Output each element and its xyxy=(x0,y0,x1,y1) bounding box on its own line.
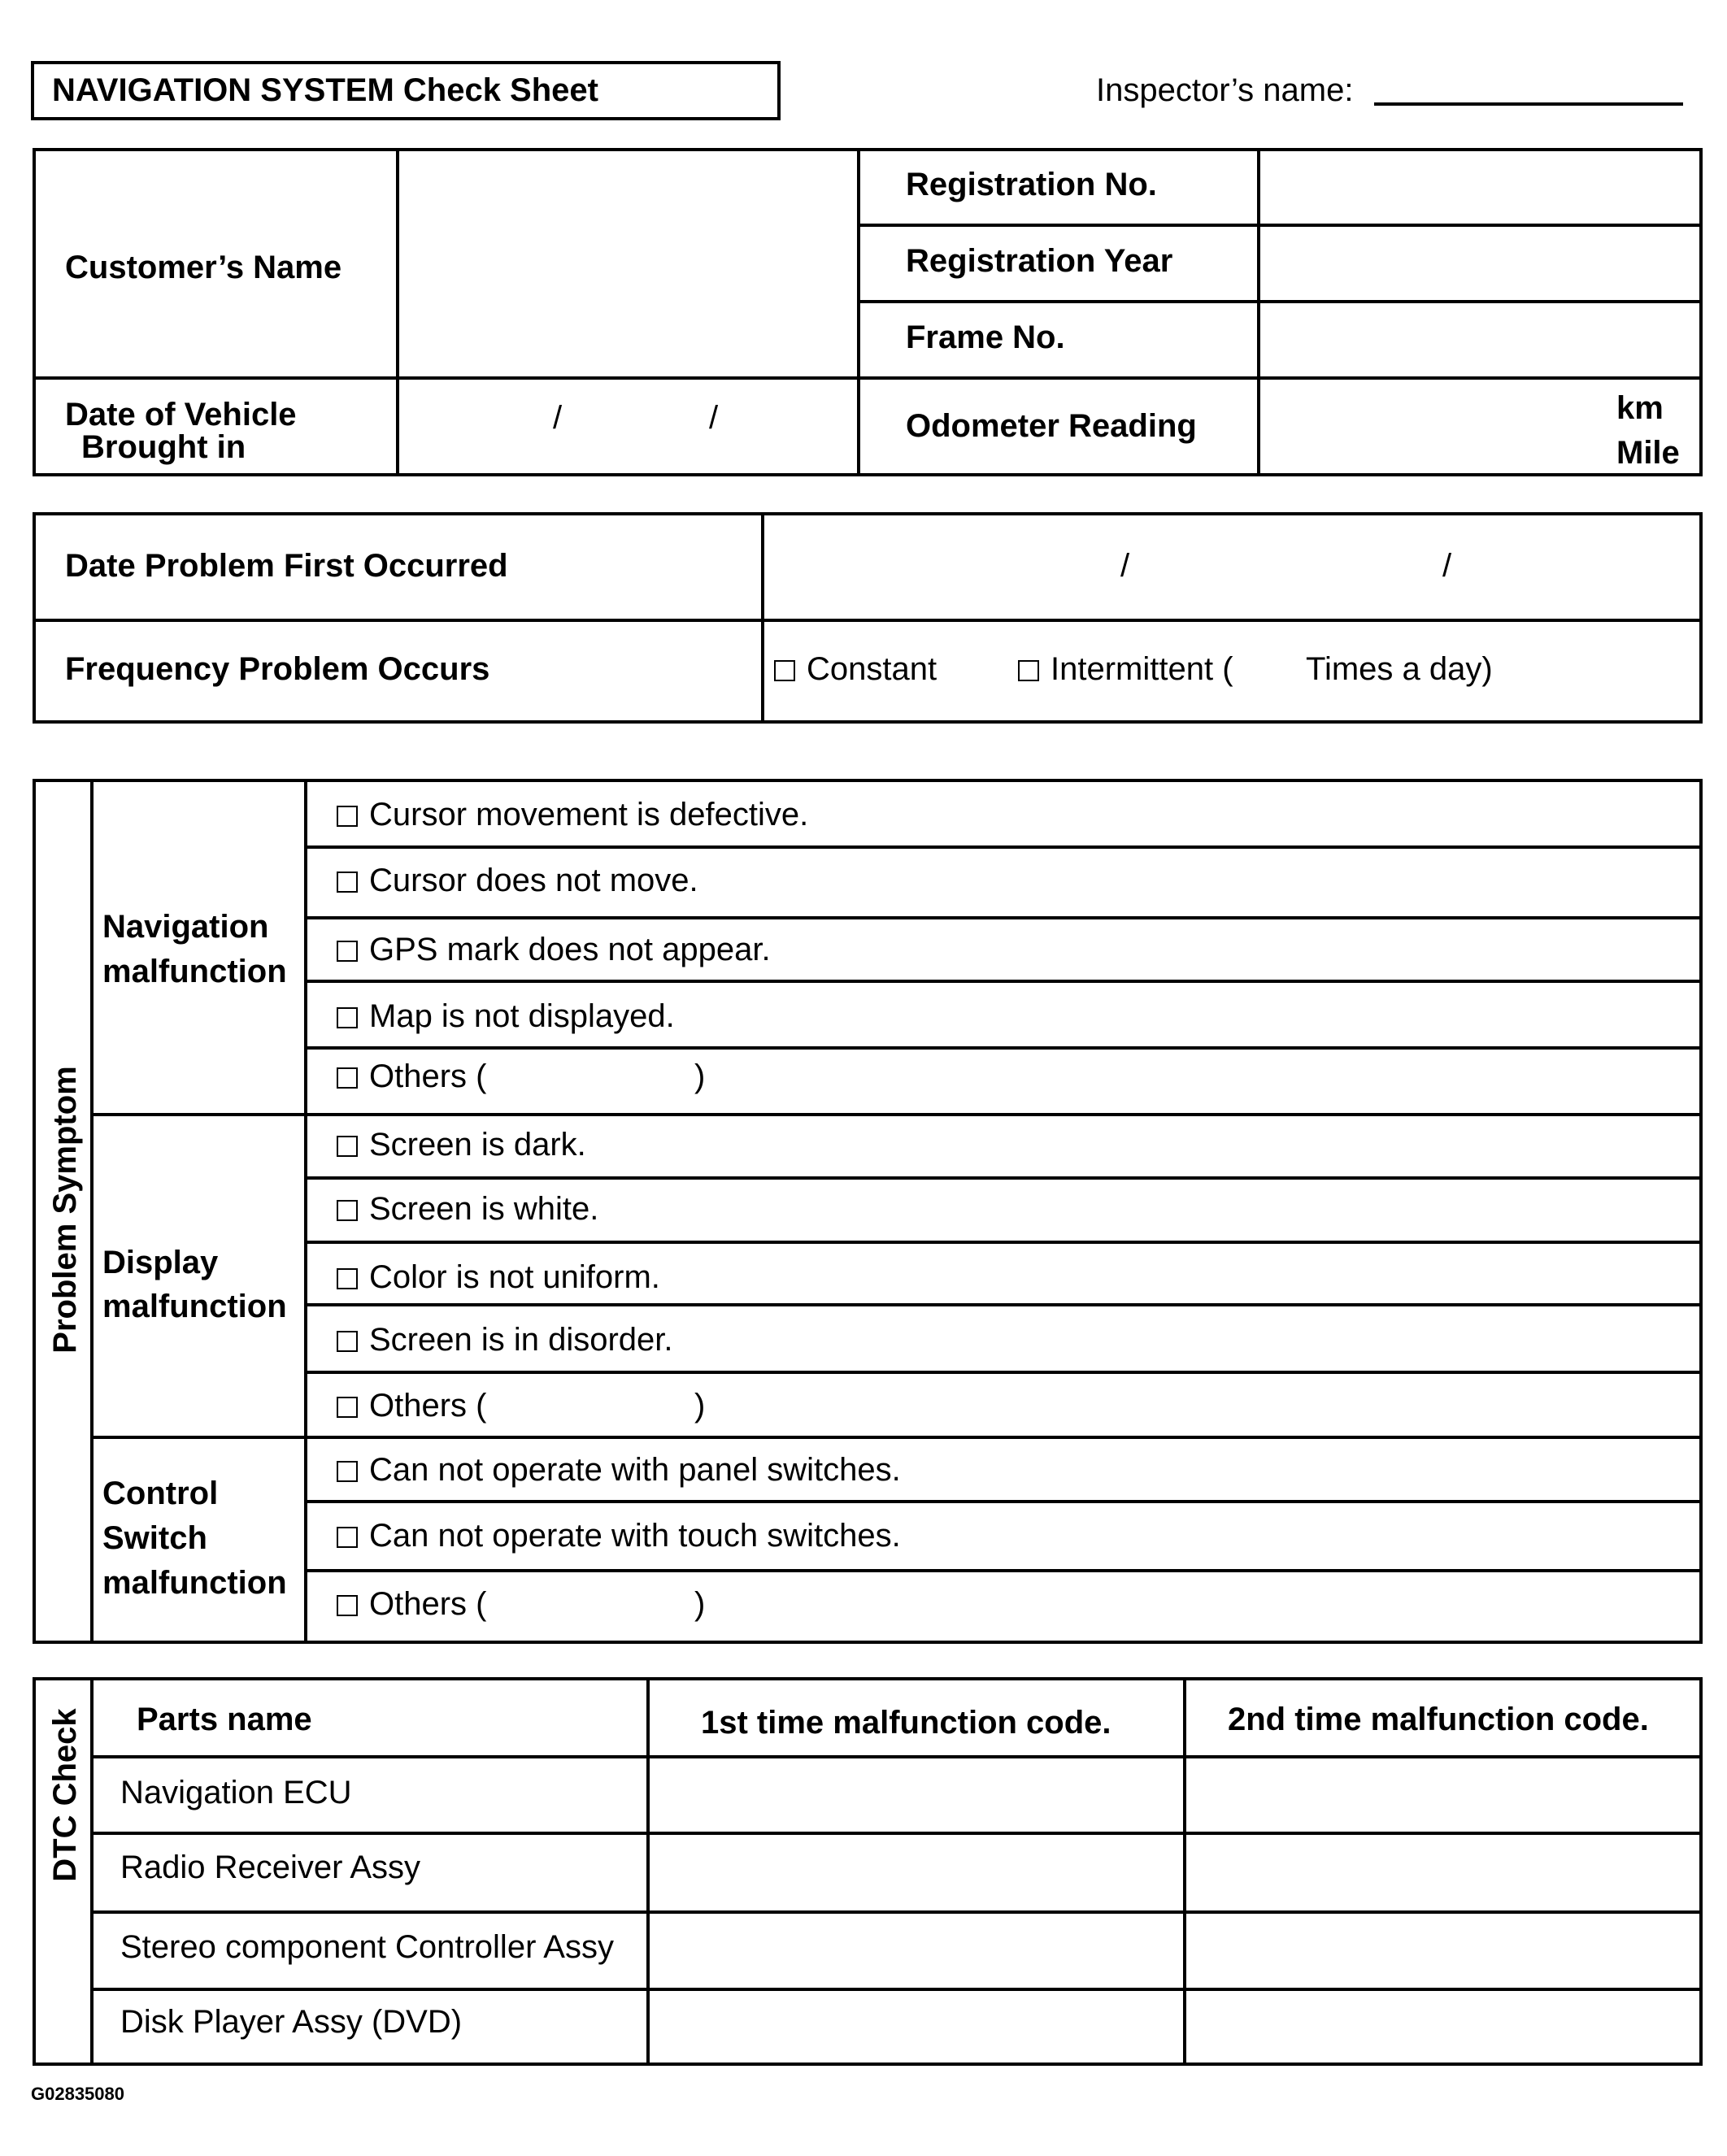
first-code-cell[interactable] xyxy=(650,1991,1183,2063)
unit-mile: Mile xyxy=(1616,435,1680,471)
item-line xyxy=(307,845,1703,849)
close-paren: ) xyxy=(694,1586,706,1622)
registration-no-field[interactable] xyxy=(1260,151,1699,224)
occurrence-row-line xyxy=(33,619,1703,622)
problem-symptom-label: Problem Symptom xyxy=(47,1066,83,1354)
constant-checkbox[interactable] xyxy=(774,660,795,681)
customer-name-field[interactable] xyxy=(399,151,857,376)
unit-km: km xyxy=(1616,390,1664,426)
first-code-cell[interactable] xyxy=(650,1914,1183,1988)
dtc-check-label: DTC Check xyxy=(47,1708,83,1882)
symptom-text: Others ( xyxy=(369,1388,487,1424)
symptom-checkbox[interactable] xyxy=(337,1007,358,1028)
inspector-name-line[interactable] xyxy=(1374,102,1683,106)
symptom-text: Screen is dark. xyxy=(369,1127,586,1163)
item-line xyxy=(307,1371,1703,1374)
item-line xyxy=(307,1303,1703,1306)
symptom-checkbox[interactable] xyxy=(337,1268,358,1289)
symptom-text: Screen is in disorder. xyxy=(369,1322,673,1358)
control-label-1: Control xyxy=(102,1476,219,1511)
sheet-title: NAVIGATION SYSTEM Check Sheet xyxy=(52,72,598,108)
symptom-option[interactable] xyxy=(337,864,698,897)
second-code-cell[interactable] xyxy=(1186,1914,1699,1988)
item-line xyxy=(307,1500,1703,1503)
col-second-code: 2nd time malfunction code. xyxy=(1228,1702,1649,1737)
item-line xyxy=(307,1176,1703,1180)
date-brought-field[interactable] xyxy=(399,380,857,473)
date-first-sep-1: / xyxy=(1120,548,1130,584)
frame-no-label: Frame No. xyxy=(906,319,1065,355)
symptom-option[interactable] xyxy=(337,1519,901,1552)
registration-no-label: Registration No. xyxy=(906,167,1157,202)
close-paren: ) xyxy=(694,1058,706,1094)
item-line xyxy=(307,980,1703,983)
symptom-text: GPS mark does not appear. xyxy=(369,932,771,967)
symptom-option[interactable] xyxy=(337,1000,675,1032)
symptom-option[interactable] xyxy=(337,1454,901,1486)
intermittent-label: Intermittent ( xyxy=(1051,651,1233,687)
symptom-option-others[interactable] xyxy=(337,1588,486,1620)
symptom-checkbox[interactable] xyxy=(337,1397,358,1418)
date-brought-label-2: Brought in xyxy=(81,429,246,465)
group-line-2 xyxy=(90,1436,1703,1439)
second-code-cell[interactable] xyxy=(1186,1835,1699,1910)
date-brought-label-1: Date of Vehicle xyxy=(65,397,297,433)
symptom-text: Can not operate with touch switches. xyxy=(369,1518,901,1554)
part-name: Radio Receiver Assy xyxy=(120,1850,421,1885)
symptom-checkbox[interactable] xyxy=(337,1527,358,1548)
symptom-divider-2 xyxy=(304,779,307,1644)
second-code-cell[interactable] xyxy=(1186,1991,1699,2063)
constant-label: Constant xyxy=(807,651,937,687)
display-label-1: Display xyxy=(102,1245,219,1280)
first-code-cell[interactable] xyxy=(650,1758,1183,1832)
symptom-checkbox[interactable] xyxy=(337,1461,358,1482)
date-brought-sep-2: / xyxy=(709,400,719,436)
registration-year-field[interactable] xyxy=(1260,227,1699,300)
display-label-2: malfunction xyxy=(102,1289,287,1324)
symptom-option[interactable] xyxy=(337,1128,586,1161)
group-line-1 xyxy=(90,1113,1703,1116)
symptom-checkbox[interactable] xyxy=(337,1136,358,1157)
inspector-label: Inspector’s name: xyxy=(1096,72,1354,108)
date-first-field[interactable] xyxy=(764,515,1699,619)
symptom-table xyxy=(33,779,1703,1644)
symptom-option[interactable] xyxy=(337,798,808,831)
date-first-sep-2: / xyxy=(1442,548,1452,584)
first-code-cell[interactable] xyxy=(650,1835,1183,1910)
item-line xyxy=(307,1046,1703,1050)
part-name: Disk Player Assy (DVD) xyxy=(120,2004,463,2040)
part-name: Navigation ECU xyxy=(120,1775,352,1810)
symptom-divider-1 xyxy=(90,779,94,1644)
symptom-option-others[interactable] xyxy=(337,1389,486,1422)
symptom-text: Screen is white. xyxy=(369,1191,599,1227)
second-code-cell[interactable] xyxy=(1186,1758,1699,1832)
close-paren: ) xyxy=(694,1388,706,1424)
intermittent-option[interactable] xyxy=(1018,653,1233,685)
symptom-checkbox[interactable] xyxy=(337,1331,358,1352)
intermittent-checkbox[interactable] xyxy=(1018,660,1039,681)
col-first-code: 1st time malfunction code. xyxy=(701,1705,1111,1741)
dtc-divider-1 xyxy=(90,1677,94,2066)
frequency-label: Frequency Problem Occurs xyxy=(65,651,490,687)
part-name: Stereo component Controller Assy xyxy=(120,1929,614,1965)
symptom-text: Others ( xyxy=(369,1586,487,1622)
symptom-text: Can not operate with panel switches. xyxy=(369,1452,901,1488)
symptom-checkbox[interactable] xyxy=(337,1595,358,1616)
item-line xyxy=(307,1241,1703,1244)
symptom-option-others[interactable] xyxy=(337,1060,486,1093)
symptom-checkbox[interactable] xyxy=(337,1067,358,1089)
symptom-text: Cursor movement is defective. xyxy=(369,797,809,832)
navigation-label-1: Navigation xyxy=(102,909,269,945)
vehicle-divider-2 xyxy=(857,148,860,476)
symptom-checkbox[interactable] xyxy=(337,1200,358,1221)
col-parts-name: Parts name xyxy=(137,1702,312,1737)
date-first-label: Date Problem First Occurred xyxy=(65,548,508,584)
symptom-text: Others ( xyxy=(369,1058,487,1094)
symptom-text: Map is not displayed. xyxy=(369,998,675,1034)
date-brought-sep-1: / xyxy=(553,400,563,436)
item-line xyxy=(307,916,1703,919)
times-a-day-label: Times a day) xyxy=(1306,651,1493,687)
customer-name-label: Customer’s Name xyxy=(65,250,342,285)
figure-id: G02835080 xyxy=(31,2084,124,2104)
constant-option[interactable] xyxy=(774,653,937,685)
control-label-2: Switch xyxy=(102,1520,207,1556)
navigation-label-2: malfunction xyxy=(102,954,287,989)
symptom-text: Cursor does not move. xyxy=(369,863,698,898)
symptom-text: Color is not uniform. xyxy=(369,1259,660,1295)
registration-year-label: Registration Year xyxy=(906,243,1173,279)
symptom-checkbox[interactable] xyxy=(337,806,358,827)
symptom-option[interactable] xyxy=(337,1324,673,1356)
symptom-option[interactable] xyxy=(337,933,771,966)
symptom-option[interactable] xyxy=(337,1193,598,1225)
control-label-3: malfunction xyxy=(102,1565,287,1601)
odometer-label: Odometer Reading xyxy=(906,408,1197,444)
item-line xyxy=(307,1569,1703,1572)
symptom-checkbox[interactable] xyxy=(337,941,358,962)
symptom-option[interactable] xyxy=(337,1261,660,1293)
frame-no-field[interactable] xyxy=(1260,303,1699,376)
symptom-checkbox[interactable] xyxy=(337,872,358,893)
